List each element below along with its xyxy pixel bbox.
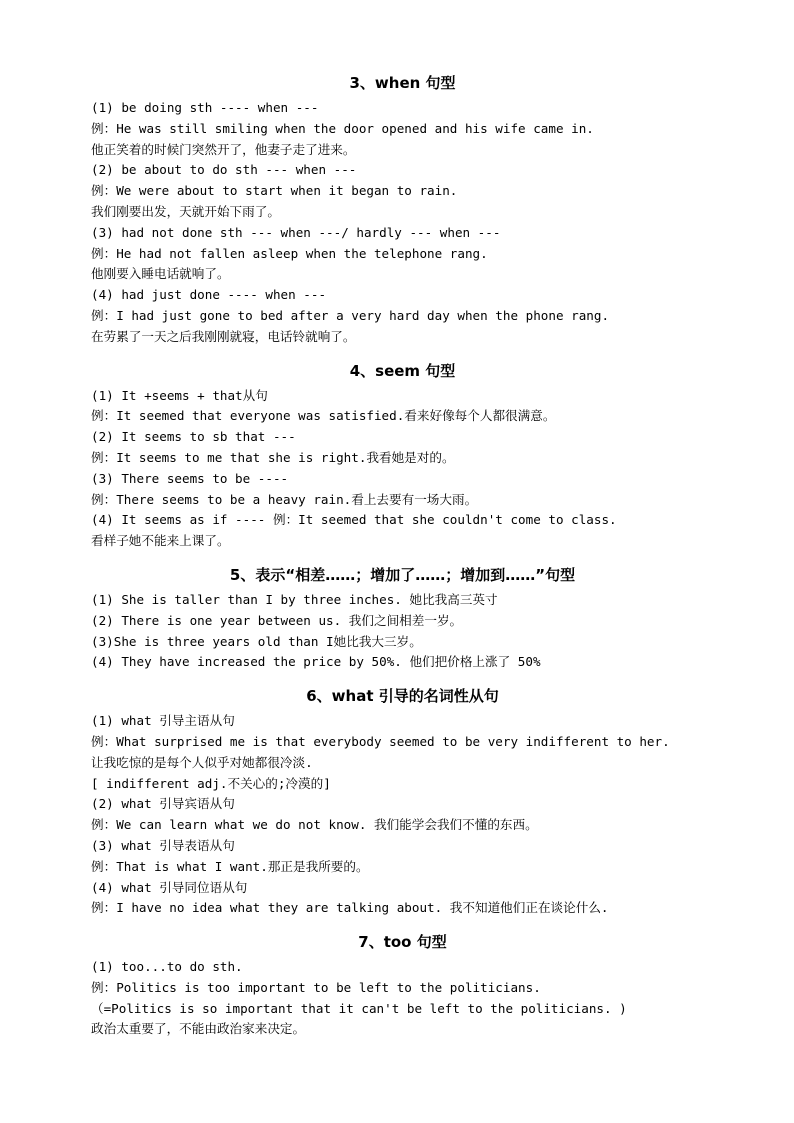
text-line: 在劳累了一天之后我刚刚就寝，电话铃就响了。: [91, 328, 356, 344]
text-line: 例：It seems to me that she is right.我看她是对的。: [91, 449, 455, 465]
text-line: 例：Politics is too important to be left to the politicians.: [91, 979, 541, 995]
text-line: (4) They have increased the price by 50%. 他们把价格上涨了 50%: [91, 654, 541, 670]
section: [91, 673, 714, 919]
text-line: （=Politics is so important that it can't be left to the politicians. ): [91, 1000, 627, 1016]
text-line: (1) too...to do sth.: [91, 959, 243, 975]
text-line: 例：He had not fallen asleep when the telephone rang.: [91, 245, 488, 261]
section-gap: [91, 919, 714, 927]
text-line: (2) There is one year between us. 我们之间相差一岁。: [91, 612, 463, 628]
text-line: 例：We can learn what we do not know. 我们能学会我们不懂的东西。: [91, 817, 538, 833]
section-gap: [91, 348, 714, 356]
section-title: 4、seem 句型: [349, 361, 456, 380]
text-line: 例：That is what I want.那正是我所要的。: [91, 858, 369, 874]
text-line: 政治太重要了，不能由政治家来决定。: [91, 1021, 306, 1037]
text-line: 例：I have no idea what they are talking about. 我不知道他们正在谈论什么.: [91, 900, 609, 916]
text-line: (1) be doing sth ---- when ---: [91, 100, 319, 115]
text-line: (3) There seems to be ----: [91, 470, 289, 486]
text-line: (1) what 引导主语从句: [91, 713, 235, 729]
section-gap: [91, 673, 714, 681]
section: [91, 919, 714, 1040]
text-line: (4) what 引导同位语从句: [91, 879, 248, 895]
text-line: (2) what 引导宾语从句: [91, 796, 235, 812]
text-line: 让我吃惊的是每个人似乎对她都很冷淡.: [91, 754, 313, 770]
text-line: (3) what 引导表语从句: [91, 837, 235, 853]
text-line: (4) had just done ---- when ---: [91, 287, 327, 303]
section: [91, 348, 714, 552]
text-line: (2) be about to do sth --- when ---: [91, 162, 357, 178]
text-line: 例：What surprised me is that everybody seemed to be very indifferent to her.: [91, 733, 670, 749]
section-title: 5、表示“相差……；增加了……；增加到……”句型: [229, 565, 576, 584]
text-line: (3) had not done sth --- when ---/ hardly --- when ---: [91, 224, 501, 240]
text-line: (4) It seems as if ---- 例：It seemed that she couldn't come to class.: [91, 512, 617, 528]
text-line: 看样子她不能来上课了。: [91, 533, 230, 549]
section: [91, 552, 714, 673]
text-line: (1) It +seems + that从句: [91, 387, 268, 403]
text-line: (1) She is taller than I by three inches. 她比我高三英寸: [91, 591, 498, 607]
text-line: (3)She is three years old than I她比我大三岁。: [91, 633, 422, 649]
text-line: 他正笑着的时候门突然开了，他妻子走了进来。: [91, 141, 356, 157]
text-line: 我们刚要出发，天就开始下雨了。: [91, 203, 280, 219]
section-title: 7、too 句型: [358, 933, 447, 952]
text-line: 例：We were about to start when it began to rain.: [91, 183, 458, 199]
text-line: 例：There seems to be a heavy rain.看上去要有一场大雨。: [91, 491, 478, 507]
section: [91, 68, 714, 348]
text-line: 例：He was still smiling when the door opened and his wife came in.: [91, 120, 594, 136]
text-line: 例：I had just gone to bed after a very hard day when the phone rang.: [91, 307, 610, 323]
text-line: [ indifferent adj.不关心的;冷漠的]: [91, 775, 331, 791]
text-line: 他刚要入睡电话就响了。: [91, 266, 230, 282]
text-line: 例：It seemed that everyone was satisfied.看来好像每个人都很满意。: [91, 408, 556, 424]
text-line: (2) It seems to sb that ---: [91, 429, 296, 445]
section-title: 6、what 引导的名词性从句: [306, 687, 499, 706]
section-title: 3、when 句型: [349, 74, 456, 92]
section-gap: [91, 552, 714, 560]
